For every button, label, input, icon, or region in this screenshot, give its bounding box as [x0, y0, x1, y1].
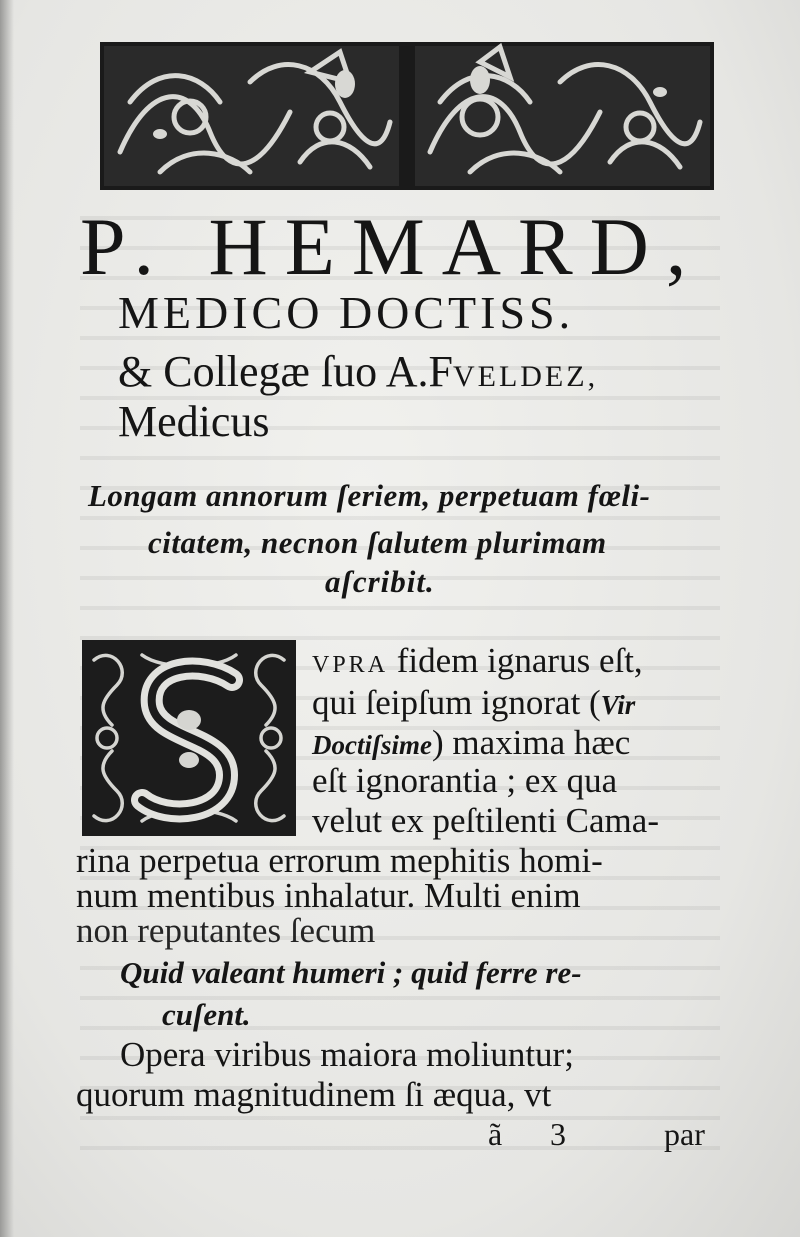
recipient-line: MEDICO DOCTISS. [118, 287, 575, 338]
text-fragment: ) maxima hæc [431, 723, 631, 762]
dedication-line-2: citatem, necnon ſalutem plurimam [148, 525, 607, 560]
text-line: eſt ignorantia ; ex qua [312, 761, 618, 800]
page-title: P. HEMARD, [80, 201, 704, 292]
text-line [312, 643, 643, 678]
text-line: quorum magnitudinem ſi æqua, vt [76, 1075, 552, 1114]
decorative-headpiece [100, 42, 714, 190]
opening-smallcaps: VPRA [312, 652, 389, 678]
text-line [312, 685, 635, 720]
gutter-shadow [0, 0, 14, 1237]
text-line: non reputantes ſecum [76, 911, 376, 950]
text-line: num mentibus inhalatur. Multi enim [76, 876, 581, 915]
author-role: Medicus [118, 397, 270, 446]
text-line [312, 725, 630, 760]
verse-quote-line-1: Quid valeant humeri ; quid ferre re- [120, 955, 582, 990]
verse-quote-line-2: cuſent. [162, 997, 251, 1032]
dedication-line-1: Longam annorum ſeriem, perpetuam fœli- [88, 478, 651, 513]
italic-fragment: Vir [600, 690, 636, 720]
catchword: par [664, 1116, 705, 1152]
text-fragment: fidem ignarus eſt, [388, 641, 643, 680]
text-line: velut ex peſtilenti Cama- [312, 801, 659, 840]
headpiece-ornament-icon [100, 42, 714, 190]
signature-number: 3 [550, 1116, 566, 1152]
text-fragment: qui ſeipſum ignorat ( [312, 683, 601, 722]
italic-fragment: Doctiſsime [312, 730, 432, 760]
signature-mark: ã [488, 1116, 503, 1152]
colleague-line [118, 347, 599, 396]
drop-cap-s [82, 640, 296, 836]
colleague-name-smallcaps: VELDEZ, [452, 360, 599, 393]
colleague-line-main: & Collegæ ſuo A.F [118, 347, 453, 396]
dedication-line-3: aſcribit. [325, 564, 435, 599]
drop-cap-ornament-icon [82, 640, 296, 836]
text-line: rina perpetua errorum mephitis homi- [76, 841, 603, 880]
text-line: Opera viribus maiora moliuntur; [120, 1035, 574, 1074]
